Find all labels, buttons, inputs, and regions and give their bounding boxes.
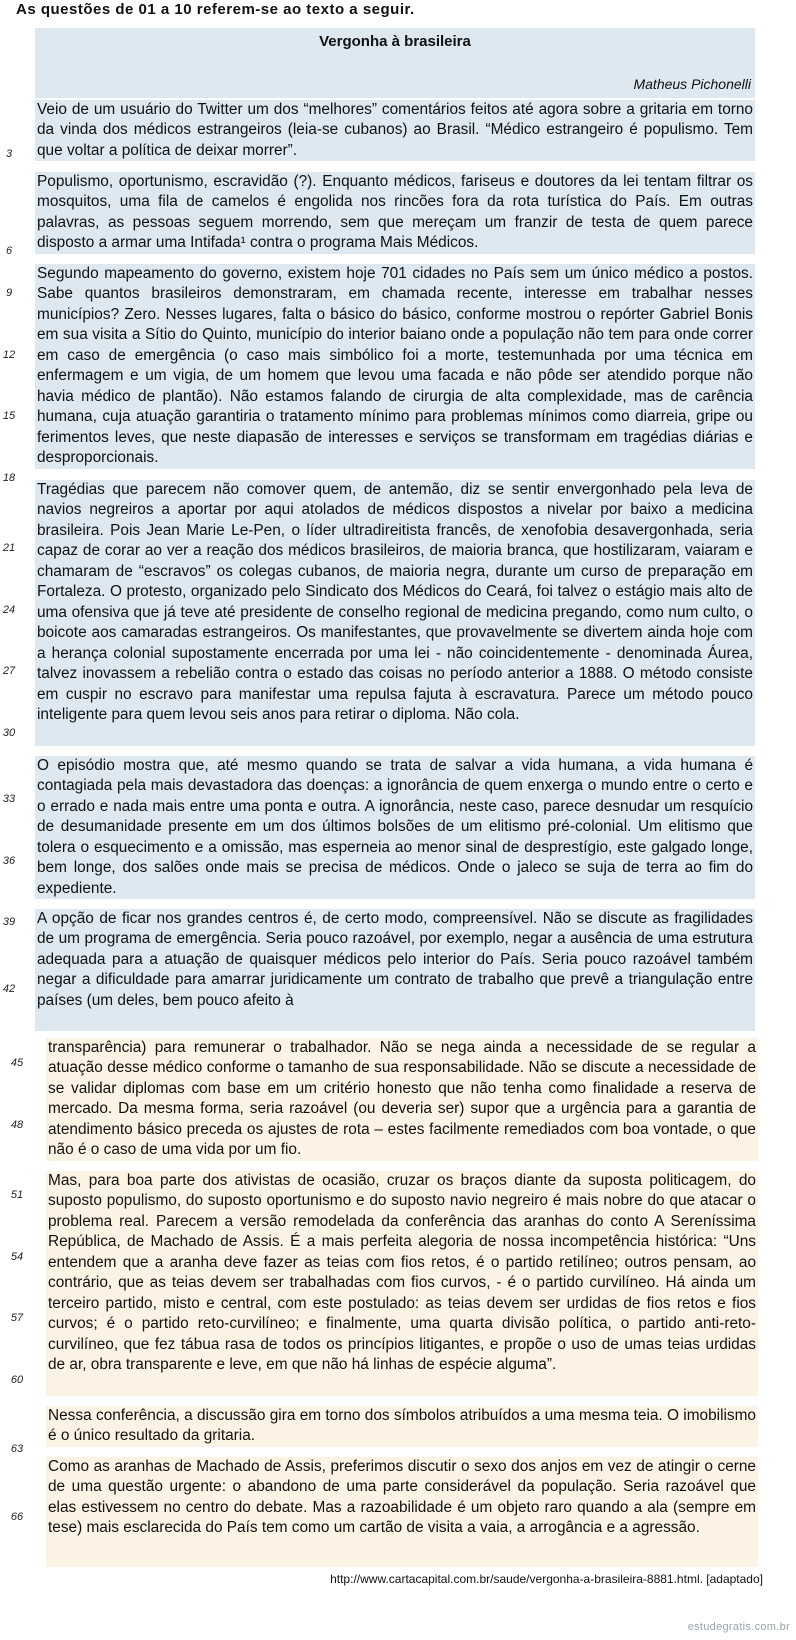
line-number: 39: [2, 916, 16, 928]
line-number: 27: [2, 665, 16, 677]
paragraph-3: Segundo mapeamento do governo, existem hoje 701 cidades no País sem um único médico a postos. Sabe quantos brasileiros demonstraram, em chamada recente, interesse em trabalhar nesses municípios? Zero. Nesses lugares, falta o básico do básico, conforme mostrou o repórter Gabriel Bonis em sua visita a Sítio do Quinto, município do interior baiano onde a população não tem para onde correr em caso de emergência (o caso mais simbólico foi a morte, testemunhada por uma técnica em enfermagem e um vigia, de um homem que levou uma facada e não pôde ser atendido porque não havia médico de plantão). Não estamos falando de cirurgia de alta complexidade, mas de carência humana, cuja atuação garantiria o tratamento mínimo para problemas mínimos como diarreia, gripe ou ferimentos leves, que neste diapasão de interesses e serviços se transformam em tragédias diárias e desproporcionais.: [35, 264, 755, 469]
line-number: 9: [5, 287, 13, 299]
line-number: 6: [5, 245, 13, 257]
line-number: 54: [10, 1251, 24, 1263]
line-number: 18: [2, 472, 16, 484]
paragraph-7: transparência) para remunerar o trabalhador. Não se nega ainda a necessidade de se regular a atuação desse médico conforme o tamanho de sua responsabilidade. Não se discute a necessidade de se validar diplomas com base em um critério honesto que não tenha como finalidade a reserva de mercado. Da mesma forma, seria razoável (ou deveria ser) supor que a urgência para a garantia de atendimento básico preceda os ajustes de rota – estes facilmente remediados com boa vontade, o que não é o caso de uma vida por um fio.: [46, 1038, 758, 1161]
line-number: 45: [10, 1057, 24, 1069]
line-number: 3: [5, 148, 13, 160]
paragraph-4: Tragédias que parecem não comover quem, de antemão, diz se sentir envergonhado pela leva de navios negreiros a aportar por aqui atolados de médicos dispostos a nivelar por baixo a medicina brasileira. Pois Jean Marie Le-Pen, o líder ultradireitista francês, de xenofobia desavergonhada, seria capaz de corar ao ver a reação dos médicos brasileiros, de maioria branca, que hostilizaram, vaiaram e chamaram de “escravos” os colegas cubanos, de maioria negra, durante um curso de preparação em Fortaleza. O protesto, organizado pelo Sindicato dos Médicos do Ceará, foi talvez o estágio mais alto de uma ofensiva que já teve até presidente de conselho regional de medicina pregando, como num culto, o boicote aos camaradas estrangeiros. Os manifestantes, que provavelmente se divertem ainda hoje com a herança colonial supostamente encerrada por uma lei - não coincidentemente - denominada Áurea, talvez inovassem a rebelião contra o estado das coisas no período anterior a 1888. O método consiste em cuspir no escravo para manifestar uma repulsa fajuta à escravatura. Parece um método pouco inteligente para quem levou seis anos para retirar o diploma. Não cola.: [35, 480, 755, 746]
paragraph-1: Veio de um usuário do Twitter um dos “melhores” comentários feitos até agora sobre a gritaria em torno da vinda dos médicos estrangeiros (leia-se cubanos) ao Brasil. “Médico estrangeiro é populismo. Tem que voltar a política de deixar morrer”.: [35, 100, 755, 161]
line-number: 21: [2, 542, 16, 554]
text-title: Vergonha à brasileira: [319, 33, 471, 50]
line-number: 36: [2, 855, 16, 867]
line-number: 66: [10, 1511, 24, 1523]
line-number: 33: [2, 793, 16, 805]
line-number: 60: [10, 1374, 24, 1386]
paragraph-2: Populismo, oportunismo, escravidão (?). Enquanto médicos, fariseus e doutores da lei tentam filtrar os mosquitos, uma fila de camelos é engolida nos rincões fora da rota turística do País. Em outras palavras, as pessoas seguem morrendo, sem que mereçam um franzir de testa de quem parece disposto a armar uma Intifada¹ contra o programa Mais Médicos.: [35, 172, 755, 254]
paragraph-8: Mas, para boa parte dos ativistas de ocasião, cruzar os braços diante da suposta politicagem, do suposto populismo, do suposto oportunismo e do suposto navio negreiro é mais nobre do que atacar o problema real. Parecem a versão remodelada da conferência das aranhas do conto A Sereníssima República, de Machado de Assis. É a mais perfeita alegoria de nossa incompetência histórica: “Uns entendem que a aranha deve fazer as teias com fios retos, é o partido retilíneo; outros pensam, ao contrário, que as teias devem ser trabalhadas com fios curvos, - é o partido curvilíneo. Há ainda um terceiro partido, misto e central, com este postulado: as teias devem ser urdidas de fios retos e fios curvos; é o partido reto-curvilíneo; e finalmente, uma quarta divisão política, o partido anti-reto-curvilíneo, que fez tábua rasa de todos os princípios litigantes, e propõe o uso de umas teias urdidas de ar, obra transparente e leve, em que não há linhas de espécie alguma”.: [46, 1171, 758, 1396]
paragraph-6: A opção de ficar nos grandes centros é, de certo modo, compreensível. Não se discute as fragilidades de um programa de emergência. Seria pouco razoável, por exemplo, negar a ausência de uma estrutura adequada para a atuação de quaisquer médicos pelo interior do País. Seria pouco razoável também negar a dificuldade para amarrar juridicamente um contrato de trabalho que prevê a triangulação entre países (um deles, bem pouco afeito à: [35, 909, 755, 1031]
line-number: 30: [2, 727, 16, 739]
title-box: [35, 28, 755, 98]
instructions-heading: As questões de 01 a 10 referem-se ao texto a seguir.: [16, 1, 415, 18]
line-number: 51: [10, 1189, 24, 1201]
line-number: 24: [2, 604, 16, 616]
line-number: 12: [2, 349, 16, 361]
watermark: estudegratis.com.br: [687, 1621, 790, 1633]
paragraph-5: O episódio mostra que, até mesmo quando se trata de salvar a vida humana, a vida humana é contagiada pela mais devastadora das doenças: a ignorância de quem enxerga o mundo entre o certo e o errado e nada mais entre uma ponta e outra. A ignorância, neste caso, parece desnudar um resquício de desumanidade presente em um dos últimos bolsões de um elitismo pré-colonial. Um elitismo que tolera o esquecimento e a omissão, mas esperneia ao menor sinal de desprestígio, este galgado longe, bem longe, dos salões onde mais se precisa de médicos. Onde o jaleco se suja de terra ao fim do expediente.: [35, 756, 755, 899]
line-number: 15: [2, 410, 16, 422]
line-number: 48: [10, 1119, 24, 1131]
source-citation: http://www.cartacapital.com.br/saude/vergonha-a-brasileira-8881.html. [adaptado]: [330, 1572, 763, 1586]
paragraph-10: Como as aranhas de Machado de Assis, preferimos discutir o sexo dos anjos em vez de atingir o cerne de uma questão urgente: o abandono de uma parte considerável da população. Seria razoável que elas estivessem no centro do debate. Mas a razoabilidade é um objeto raro quando a ala (sempre em tese) mais esclarecida do País tem como um cartão de visita a vaia, a arrogância e a agressão.: [46, 1457, 758, 1567]
paragraph-9: Nessa conferência, a discussão gira em torno dos símbolos atribuídos a uma mesma teia. O imobilismo é o único resultado da gritaria.: [46, 1406, 758, 1447]
line-number: 63: [10, 1443, 24, 1455]
line-number: 42: [2, 983, 16, 995]
author: Matheus Pichonelli: [633, 76, 751, 92]
line-number: 57: [10, 1312, 24, 1324]
